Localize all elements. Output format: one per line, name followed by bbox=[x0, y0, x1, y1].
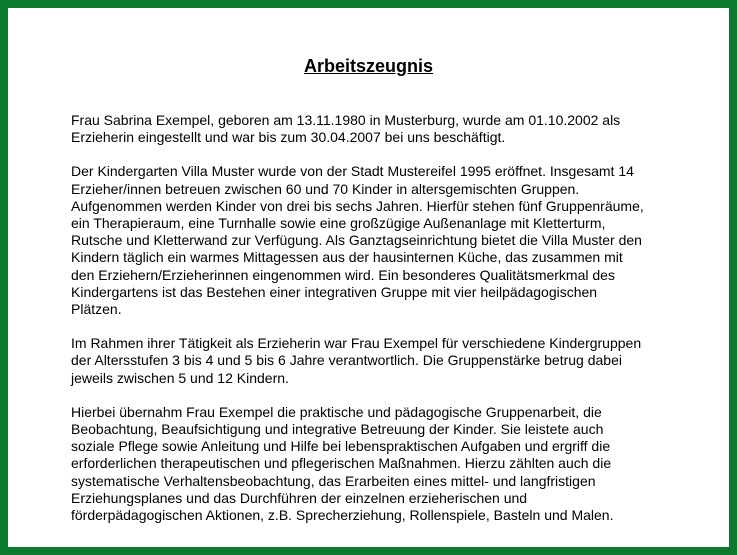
text-line: der Altersstufen 3 bis 4 und 5 bis 6 Jahre verantwortlich. Die Gruppenstärke betrug dabei bbox=[71, 352, 622, 369]
document-page bbox=[8, 8, 729, 547]
text-line: förderpädagogischen Aktionen, z.B. Sprecherziehung, Rollenspiele, Basteln und Malen. bbox=[71, 507, 614, 524]
text-line: erforderlichen therapeutischen und pflegerischen Maßnahmen. Hierzu zählten auch die bbox=[71, 455, 612, 472]
text-line: Hierbei übernahm Frau Exempel die praktische und pädagogische Gruppenarbeit, die bbox=[71, 403, 602, 420]
document-body bbox=[71, 112, 701, 541]
document-title: Arbeitszeugnis bbox=[303, 56, 434, 76]
text-line: Erziehungsplanes und das Durchführen der einzelnen erzieherischen und bbox=[71, 489, 528, 506]
text-line: Erzieher/innen betreuen zwischen 60 und 70 Kinder in altersgemischten Gruppen. bbox=[71, 180, 580, 197]
text-line: Kindergartens ist das Bestehen einer integrativen Gruppe mit vier heilpädagogischen bbox=[71, 283, 598, 300]
text-line: Rutsche und Kletterwand zur Verfügung. Als Ganztagseinrichtung bietet die Villa Muster den bbox=[71, 232, 642, 249]
text-line: systematische Verhaltensbeobachtung, das Erarbeiten eines mittel- und langfristigen bbox=[71, 472, 596, 489]
text-line: Erzieherin eingestellt und war bis zum 30.04.2007 bei uns beschäftigt. bbox=[71, 129, 506, 146]
paragraph bbox=[71, 404, 701, 524]
text-line: jeweils zwischen 5 und 12 Kindern. bbox=[71, 369, 289, 386]
text-line: Im Rahmen ihrer Tätigkeit als Erzieherin war Frau Exempel für verschiedene Kindergruppen bbox=[71, 335, 642, 352]
text-line: Plätzen. bbox=[71, 301, 122, 318]
paragraph bbox=[71, 335, 701, 387]
paragraph bbox=[71, 163, 701, 318]
text-line: Kindern täglich ein warmes Mittagessen aus der hausinternen Küche, das zusammen mit bbox=[71, 249, 623, 266]
text-line: soziale Pflege sowie Anleitung und Hilfe bei lebenspraktischen Aufgaben und ergriff die bbox=[71, 438, 611, 455]
text-line: ein Therapieraum, eine Turnhalle sowie eine großzügige Außenanlage mit Kletterturm, bbox=[71, 215, 606, 232]
text-line: Aufgenommen werden Kinder von drei bis sechs Jahren. Hierfür stehen fünf Gruppenräume, bbox=[71, 197, 644, 214]
text-line: Der Kindergarten Villa Muster wurde von der Stadt Mustereifel 1995 eröffnet. Insgesamt 14 bbox=[71, 163, 634, 180]
text-line: Beobachtung, Beaufsichtigung und integrative Betreuung der Kinder. Sie leistete auch bbox=[71, 421, 604, 438]
text-line: den Erziehern/Erzieherinnen eingenommen wird. Ein besonderes Qualitätsmerkmal des bbox=[71, 266, 615, 283]
text-line: Frau Sabrina Exempel, geboren am 13.11.1980 in Musterburg, wurde am 01.10.2002 als bbox=[71, 112, 621, 128]
paragraph bbox=[71, 112, 701, 146]
